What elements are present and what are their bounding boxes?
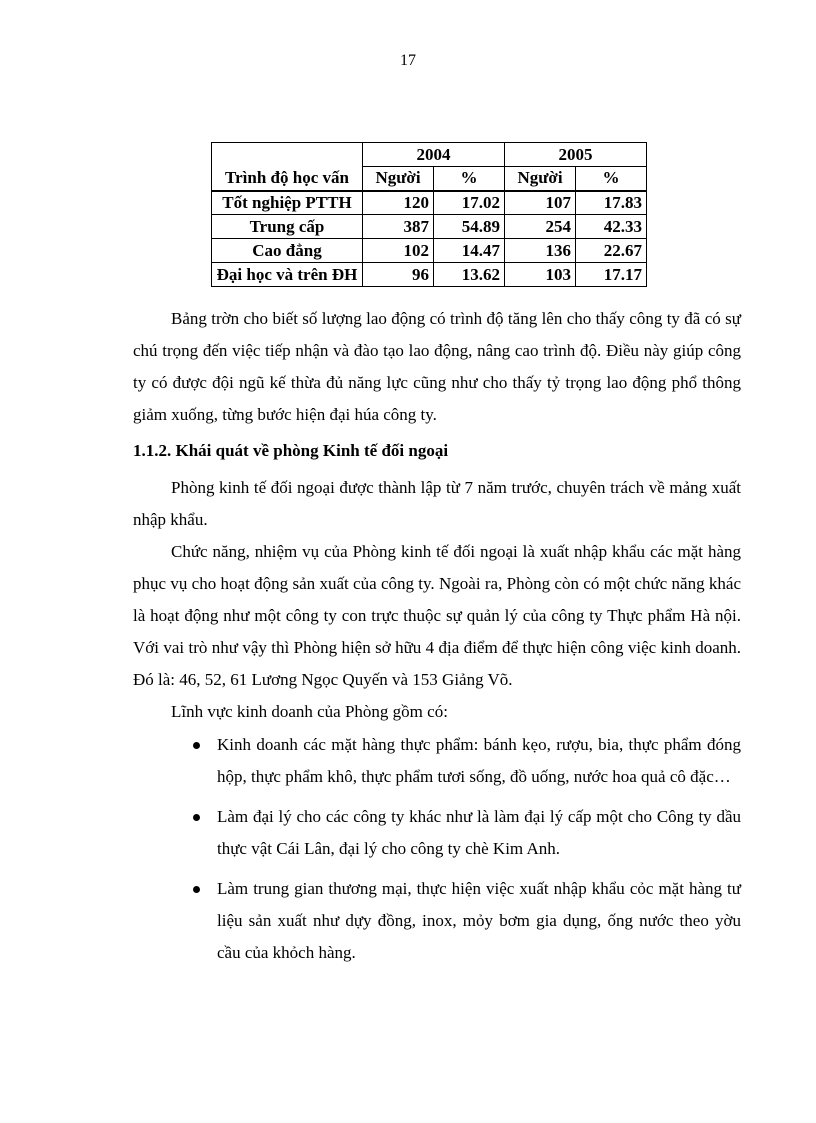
list-item <box>193 801 741 865</box>
table-row-label: Trung cấp <box>212 215 363 239</box>
paragraph-table-summary: Bảng trờn cho biết số lượng lao động có trình độ tăng lên cho thấy công ty đã có sự chú trọng đến việc tiếp nhận và đào tạo lao động, nâng cao trình độ. Điều này giúp công ty có được đội ngũ kế thừa đủ năng lực cũng như cho thấy tỷ trọng lao động phổ thông giảm xuống, từng bước hiện đại húa công ty. <box>133 309 741 424</box>
table-cell: 17.83 <box>576 191 647 215</box>
table-row <box>212 263 647 287</box>
list-item-text: Kinh doanh các mặt hàng thực phẩm: bánh kẹo, rượu, bia, thực phẩm đóng hộp, thực phẩm khô, thực phẩm tươi sống, đồ uống, nước hoa quả cô đặc… <box>217 735 741 786</box>
list-item <box>193 873 741 969</box>
section-heading: 1.1.2. Khái quát về phòng Kinh tế đối ngoại <box>133 441 449 460</box>
table-cell: 17.02 <box>434 191 505 215</box>
table-cell: 54.89 <box>434 215 505 239</box>
list-item-text: Làm đại lý cho các công ty khác như là làm đại lý cấp một cho Công ty dầu thực vật Cái Lân, đại lý cho công ty chè Kim Anh. <box>217 807 741 858</box>
table-subheader-pct-2005: % <box>576 167 647 191</box>
bullet-icon <box>193 886 200 893</box>
table-row <box>212 215 647 239</box>
table-header-year-2005: 2005 <box>505 143 647 167</box>
section-body <box>133 472 741 728</box>
bullet-icon <box>193 742 200 749</box>
summary-paragraph-block <box>133 303 741 431</box>
table-row-label: Đại học và trên ĐH <box>212 263 363 287</box>
table-cell: 102 <box>363 239 434 263</box>
table-subheader-people-2004: Người <box>363 167 434 191</box>
table-header-row-years <box>212 143 647 167</box>
bullet-icon <box>193 814 200 821</box>
table-header-year-2004: 2004 <box>363 143 505 167</box>
table-cell: 120 <box>363 191 434 215</box>
list-item-text: Làm trung gian thương mại, thực hiện việc xuất nhập khẩu cỏc mặt hàng tư liệu sản xuất như dựy đồng, inox, mỏy bơm gia dụng, ống nước theo yờu cầu của khỏch hàng. <box>217 879 741 962</box>
list-item <box>193 729 741 793</box>
table-header-row-subheaders <box>212 167 647 191</box>
table-cell: 136 <box>505 239 576 263</box>
table-row-label: Cao đẳng <box>212 239 363 263</box>
paragraph-business-fields-intro: Lĩnh vực kinh doanh của Phòng gồm có: <box>171 702 448 721</box>
table-cell: 22.67 <box>576 239 647 263</box>
table-header-label: Trình độ học vấn <box>212 167 363 191</box>
table-row-label: Tốt nghiệp PTTH <box>212 191 363 215</box>
table-row <box>212 191 647 215</box>
table-cell: 17.17 <box>576 263 647 287</box>
table-header-corner <box>212 143 363 167</box>
table-cell: 14.47 <box>434 239 505 263</box>
table-subheader-people-2005: Người <box>505 167 576 191</box>
table-cell: 387 <box>363 215 434 239</box>
table-cell: 254 <box>505 215 576 239</box>
paragraph-functions: Chức năng, nhiệm vụ của Phòng kinh tế đối ngoại là xuất nhập khẩu các mặt hàng phục vụ cho hoạt động sản xuất của công ty. Ngoài ra, Phòng còn có một chức năng khác là hoạt động như một công ty con trực thuộc sự quản lý của công ty Thực phẩm Hà nội. Với vai trò như vậy thì Phòng hiện sở hữu 4 địa điểm để thực hiện công việc kinh doanh. Đó là: 46, 52, 61 Lương Ngọc Quyến và 153 Giảng Võ. <box>133 542 741 689</box>
table-cell: 107 <box>505 191 576 215</box>
table-row <box>212 239 647 263</box>
table-cell: 13.62 <box>434 263 505 287</box>
table-cell: 42.33 <box>576 215 647 239</box>
business-fields-list <box>193 729 741 977</box>
page-number: 17 <box>400 52 416 69</box>
table-cell: 96 <box>363 263 434 287</box>
education-level-table <box>211 142 647 287</box>
paragraph-establishment: Phòng kinh tế đối ngoại được thành lập từ 7 năm trước, chuyên trách về mảng xuất nhập khẩu. <box>133 478 741 529</box>
table-subheader-pct-2004: % <box>434 167 505 191</box>
table-cell: 103 <box>505 263 576 287</box>
